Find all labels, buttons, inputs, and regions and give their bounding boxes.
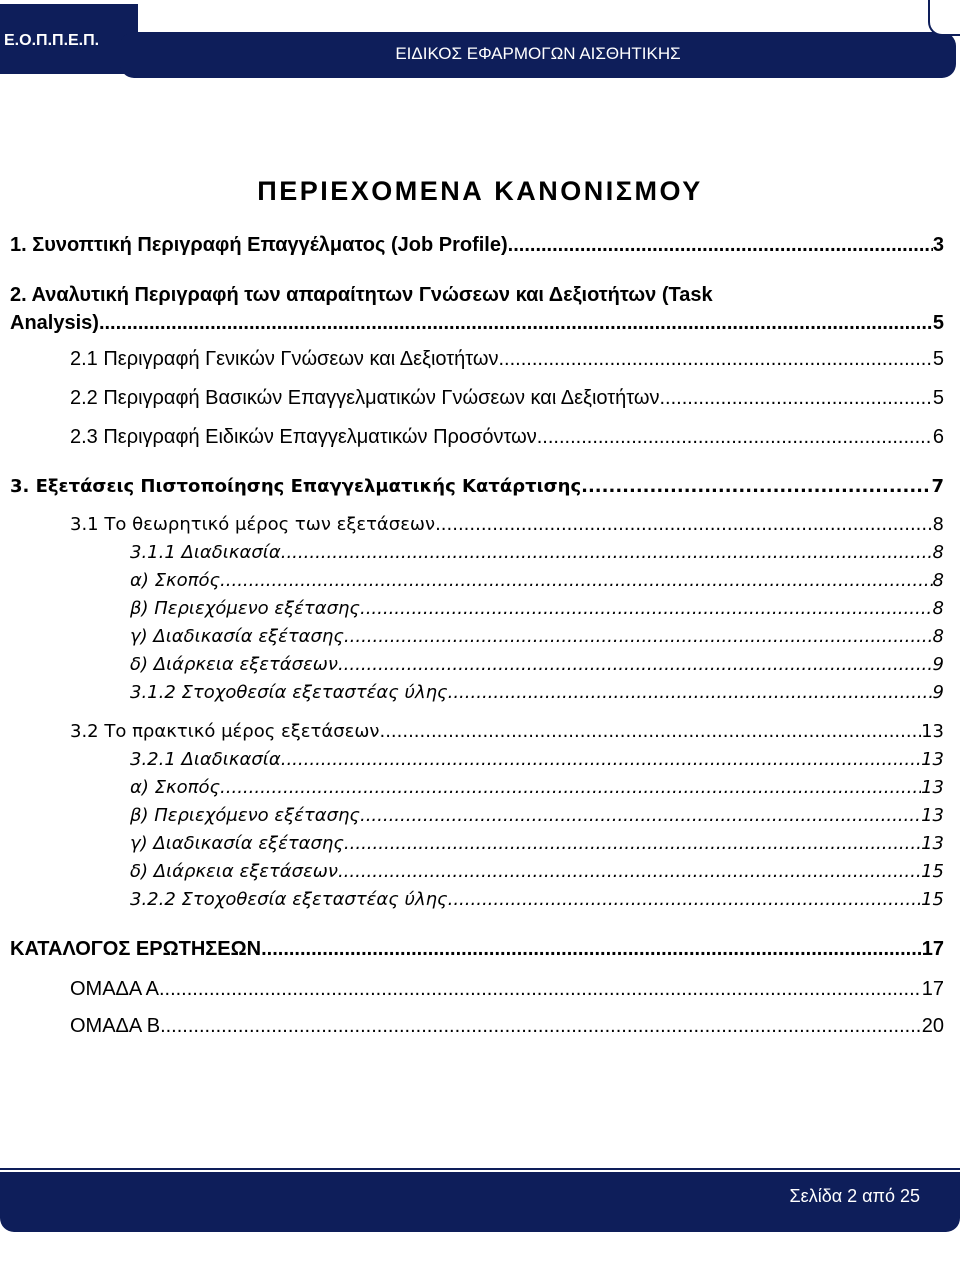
toc-entry-3-2-2[interactable] xyxy=(130,889,944,911)
toc-entry-page: 5 xyxy=(932,348,944,370)
toc-entry-page: 17 xyxy=(921,938,944,960)
toc-entry-2[interactable] xyxy=(10,312,944,334)
toc-entry-page: 13 xyxy=(921,777,944,798)
toc-entry-label: 3. Εξετάσεις Πιστοποίησης Επαγγελματικής Κατάρτισης xyxy=(10,476,582,497)
toc-leader-dots xyxy=(160,1015,922,1037)
toc-entry-group-b[interactable] xyxy=(70,1015,944,1037)
toc-entry-3-2-1-b[interactable] xyxy=(130,805,944,827)
toc-entry-catalog[interactable] xyxy=(10,938,944,960)
footer-rule xyxy=(0,1168,960,1170)
toc-entry-1[interactable] xyxy=(10,234,944,256)
toc-leader-dots xyxy=(537,426,933,448)
header-specialty: ΕΙΔΙΚΟΣ ΕΦΑΡΜΟΓΩΝ ΑΙΣΘΗΤΙΚΗΣ xyxy=(395,44,681,63)
header-corner-decoration xyxy=(928,0,960,36)
toc-entry-label: ΚΑΤΑΛΟΓΟΣ ΕΡΩΤΗΣΕΩΝ xyxy=(10,938,262,960)
toc-entry-3-1[interactable] xyxy=(70,514,944,536)
toc-entry-page: 7 xyxy=(931,476,944,497)
toc-leader-dots xyxy=(338,861,921,883)
toc-entry-label: 3.2.1 Διαδικασία xyxy=(130,749,281,770)
toc-entry-label: 3.2 Το πρακτικό μέρος εξετάσεων xyxy=(70,721,380,742)
toc-entry-page: 15 xyxy=(921,889,944,910)
toc-entry-page: 13 xyxy=(921,721,944,742)
toc-entry-page: 13 xyxy=(921,805,944,826)
toc-entry-label: ΟΜΑΔΑ Α xyxy=(70,978,159,1000)
header-org: Ε.Ο.Π.Π.Ε.Π. xyxy=(4,32,100,49)
toc-leader-dots xyxy=(379,721,921,743)
toc-leader-dots xyxy=(448,889,921,911)
toc-entry-page: 9 xyxy=(932,654,944,675)
toc-entry-page: 8 xyxy=(932,514,944,535)
toc-entry-3[interactable] xyxy=(10,476,944,498)
toc-entry-label: ΟΜΑΔΑ Β xyxy=(70,1015,161,1037)
footer-bar xyxy=(0,1172,960,1232)
toc-leader-dots xyxy=(659,387,932,409)
toc-entry-label: 2.3 Περιγραφή Ειδικών Επαγγελματικών Προσόντων xyxy=(70,426,537,448)
toc-entry-page: 8 xyxy=(932,542,944,563)
toc-entry-label: 3.2.2 Στοχοθεσία εξεταστέας ύλης xyxy=(130,889,448,910)
toc-entry-page: 13 xyxy=(921,749,944,770)
toc-entry-3-2-1-c[interactable] xyxy=(130,833,944,855)
toc-entry-3-2-1[interactable] xyxy=(130,749,944,771)
toc-entry-2-line1[interactable]: 2. Αναλυτική Περιγραφή των απαραίτητων Γνώσεων και Δεξιοτήτων (Task xyxy=(10,284,713,306)
toc-leader-dots xyxy=(581,476,931,498)
toc-entry-label: 1. Συνοπτική Περιγραφή Επαγγέλματος (Job Profile) xyxy=(10,234,508,256)
toc-entry-label: 3.1 Το θεωρητικό μέρος των εξετάσεων xyxy=(70,514,436,535)
toc-entry-label: 2.2 Περιγραφή Βασικών Επαγγελματικών Γνώσεων και Δεξιοτήτων xyxy=(70,387,660,409)
toc-leader-dots xyxy=(261,938,922,960)
toc-entry-3-2-1-a[interactable] xyxy=(130,777,944,799)
toc-leader-dots xyxy=(99,312,933,334)
toc-leader-dots xyxy=(448,682,933,704)
toc-entry-group-a[interactable] xyxy=(70,978,944,1000)
toc-leader-dots xyxy=(281,749,921,771)
toc-entry-page: 8 xyxy=(932,626,944,647)
page-number: Σελίδα 2 από 25 xyxy=(789,1186,920,1206)
toc-entry-label: 2.1 Περιγραφή Γενικών Γνώσεων και Δεξιοτήτων xyxy=(70,348,499,370)
toc-leader-dots xyxy=(344,833,921,855)
page-title: ΠΕΡΙΕΧΟΜΕΝΑ ΚΑΝΟΝΙΣΜΟΥ xyxy=(257,176,703,206)
toc-leader-dots xyxy=(360,805,921,827)
toc-entry-3-1-1-b[interactable] xyxy=(130,598,944,620)
header-org-block xyxy=(0,4,138,74)
header-specialty-bar xyxy=(120,32,956,78)
toc-entry-label: 3.1.1 Διαδικασία xyxy=(130,542,281,563)
toc-entry-page: 15 xyxy=(921,861,944,882)
toc-entry-2-1[interactable] xyxy=(70,348,944,370)
toc-leader-dots xyxy=(281,542,933,564)
toc-entry-page: 20 xyxy=(921,1015,944,1037)
toc-entry-page: 8 xyxy=(932,570,944,591)
toc-entry-3-2-1-d[interactable] xyxy=(130,861,944,883)
toc-entry-2-2[interactable] xyxy=(70,387,944,409)
toc-entry-3-2[interactable] xyxy=(70,721,944,743)
toc-leader-dots xyxy=(338,654,933,676)
toc-leader-dots xyxy=(360,598,933,620)
toc-entry-page: 5 xyxy=(932,312,944,334)
toc-entry-label: δ) Διάρκεια εξετάσεων xyxy=(130,861,338,882)
toc-entry-3-1-2[interactable] xyxy=(130,682,944,704)
toc-entry-label: Analysis) xyxy=(10,312,99,334)
toc-leader-dots xyxy=(435,514,932,536)
toc-entry-3-1-1[interactable] xyxy=(130,542,944,564)
toc-leader-dots xyxy=(344,626,933,648)
toc-leader-dots xyxy=(159,978,922,1000)
toc-leader-dots xyxy=(220,777,921,799)
toc-entry-label: δ) Διάρκεια εξετάσεων xyxy=(130,654,338,675)
toc-entry-label: γ) Διαδικασία εξέτασης xyxy=(130,626,344,647)
toc-entry-label: 3.1.2 Στοχοθεσία εξεταστέας ύλης xyxy=(130,682,448,703)
toc-entry-page: 17 xyxy=(921,978,944,1000)
toc-entry-page: 9 xyxy=(932,682,944,703)
toc-entry-3-1-1-c[interactable] xyxy=(130,626,944,648)
toc-entry-label: γ) Διαδικασία εξέτασης xyxy=(130,833,344,854)
toc-entry-page: 13 xyxy=(921,833,944,854)
toc-entry-2-3[interactable] xyxy=(70,426,944,448)
toc-entry-label: α) Σκοπός xyxy=(130,570,221,591)
toc-leader-dots xyxy=(498,348,932,370)
toc-leader-dots xyxy=(220,570,933,592)
toc-entry-page: 5 xyxy=(932,387,944,409)
toc-entry-3-1-1-a[interactable] xyxy=(130,570,944,592)
toc-entry-label: β) Περιεχόμενο εξέτασης xyxy=(130,805,360,826)
toc-entry-3-1-1-d[interactable] xyxy=(130,654,944,676)
toc-entry-label: α) Σκοπός xyxy=(130,777,221,798)
toc-entry-page: 8 xyxy=(932,598,944,619)
toc-leader-dots xyxy=(508,234,933,256)
toc-entry-label: β) Περιεχόμενο εξέτασης xyxy=(130,598,360,619)
toc-entry-page: 3 xyxy=(932,234,944,256)
toc-entry-page: 6 xyxy=(932,426,944,448)
